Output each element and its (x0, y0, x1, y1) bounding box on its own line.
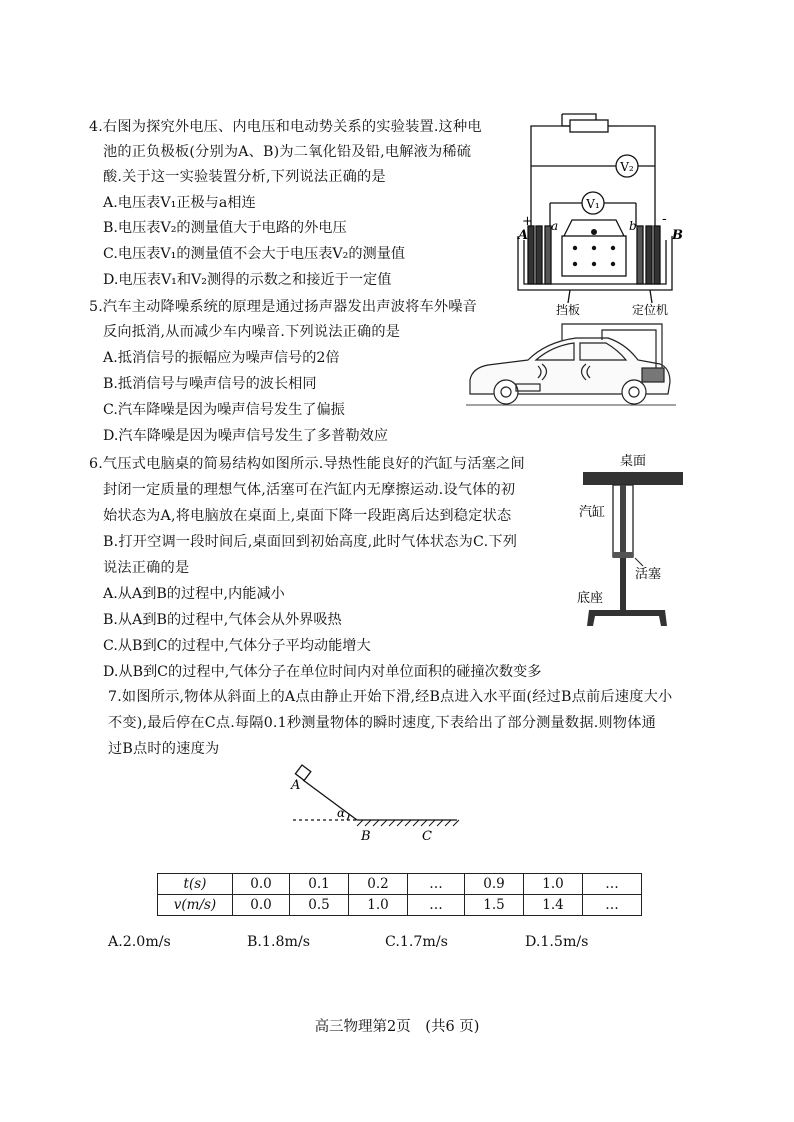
q7-stem-line-2: 不变),最后停在C点.每隔0.1秒测量物体的瞬时速度,下表给出了部分测量数据.则物体通 (108, 715, 656, 731)
q6-stem-line-1: 6.气压式电脑桌的简易结构如图所示.导热性能良好的汽缸与活塞之间 (89, 456, 525, 472)
q4-option-b: B.电压表V₂的测量值大于电路的外电压 (103, 220, 347, 236)
v2-label: V₂ (620, 160, 634, 174)
motor-label: 定位机 (632, 303, 669, 317)
q5-car-figure (466, 320, 676, 415)
point-A: A (291, 778, 301, 793)
q4-option-c: C.电压表V₁的测量值不会大于电压表V₂的测量值 (103, 246, 406, 262)
q7-stem-line-1: 7.如图所示,物体从斜面上的A点由静止开始下滑,经B点进入水平面(经过B点前后速度大小 (108, 689, 673, 705)
q5-option-b: B.抵消信号与噪声信号的波长相同 (103, 376, 317, 392)
label-a: a (551, 219, 559, 233)
q6-option-a: A.从A到B的过程中,内能减小 (103, 586, 285, 602)
q5-stem-line-1: 5.汽车主动降噪系统的原理是通过扬声器发出声波将车外噪音 (89, 299, 478, 315)
point-B: B (361, 829, 371, 844)
table-cell: … (583, 874, 642, 895)
q4-stem-line-3: 酸.关于这一实验装置分析,下列说法正确的是 (103, 169, 386, 185)
desk-label: 桌面 (619, 454, 647, 469)
q5-option-c: C.汽车降噪是因为噪声信号发生了偏振 (103, 402, 345, 418)
q7-data-table (157, 873, 642, 916)
table-cell: 0.1 (290, 874, 349, 895)
q7-option-c: C.1.7m/s (385, 934, 448, 950)
q5-option-a: A.抵消信号的振幅应为噪声信号的2倍 (103, 350, 340, 366)
minus-sign: - (662, 211, 667, 227)
cylinder-label: 汽缸 (579, 505, 606, 520)
q7-incline-figure (285, 760, 475, 845)
table-row (158, 874, 642, 895)
table-cell: 0.0 (233, 874, 290, 895)
q6-desk-figure (575, 448, 685, 658)
q7-stem-line-3: 过B点时的速度为 (108, 741, 220, 757)
page-footer: 高三物理第2页 (共6 页) (314, 1019, 480, 1035)
q4-circuit-figure (500, 108, 700, 318)
table-cell: 1.0 (524, 874, 583, 895)
table-row (158, 895, 642, 916)
q4-option-a: A.电压表V₁正极与a相连 (103, 195, 256, 211)
q4-stem-line-2: 池的正负极板(分别为A、B)为二氧化铅及铅,电解液为稀硫 (103, 144, 472, 160)
table-cell: … (408, 874, 465, 895)
table-cell: t(s) (158, 874, 233, 895)
table-cell: … (408, 895, 465, 916)
rheostat-icon (570, 120, 608, 132)
table-cell: 1.0 (349, 895, 408, 916)
table-cell: 1.4 (524, 895, 583, 916)
plus-sign: + (522, 214, 533, 229)
q7-option-a: A.2.0m/s (108, 934, 171, 950)
q4-option-d: D.电压表V₁和V₂测得的示数之和接近于一定值 (103, 272, 392, 288)
piston-label: 活塞 (635, 567, 662, 582)
base-label: 底座 (577, 591, 604, 606)
label-b: b (629, 219, 637, 233)
v1-label: V₁ (586, 197, 600, 211)
q6-stem-line-4: B.打开空调一段时间后,桌面回到初始高度,此时气体状态为C.下列 (103, 534, 518, 550)
desk-top (583, 472, 683, 485)
label-B: B (672, 228, 683, 243)
q6-stem-line-2: 封闭一定质量的理想气体,活塞可在汽缸内无摩擦运动.设气体的初 (103, 482, 516, 498)
table-cell: 0.5 (290, 895, 349, 916)
baffle-label: 挡板 (556, 303, 581, 317)
q6-stem-line-3: 始状态为A,将电脑放在桌面上,桌面下降一段距离后达到稳定状态 (103, 508, 512, 524)
q6-option-b: B.从A到B的过程中,气体会从外界吸热 (103, 612, 342, 628)
table-cell: 0.9 (465, 874, 524, 895)
q6-option-c: C.从B到C的过程中,气体分子平均动能增大 (103, 638, 371, 654)
q5-stem-line-2: 反向抵消,从而减少车内噪音.下列说法正确的是 (103, 324, 401, 340)
table-cell: 0.2 (349, 874, 408, 895)
angle-alpha: α (337, 806, 346, 820)
q7-option-b: B.1.8m/s (247, 934, 311, 950)
q6-option-d: D.从B到C的过程中,气体分子在单位时间内对单位面积的碰撞次数变多 (103, 664, 542, 680)
table-cell: … (583, 895, 642, 916)
q7-option-d: D.1.5m/s (525, 934, 589, 950)
table-cell: v(m/s) (158, 895, 233, 916)
table-cell: 1.5 (465, 895, 524, 916)
table-cell: 0.0 (233, 895, 290, 916)
q4-stem-line-1: 4.右图为探究外电压、内电压和电动势关系的实验装置.这种电 (89, 119, 482, 135)
q5-option-d: D.汽车降噪是因为噪声信号发生了多普勒效应 (103, 428, 388, 444)
label-A: A (518, 228, 529, 243)
q6-stem-line-5: 说法正确的是 (103, 560, 190, 576)
point-C: C (422, 829, 432, 844)
